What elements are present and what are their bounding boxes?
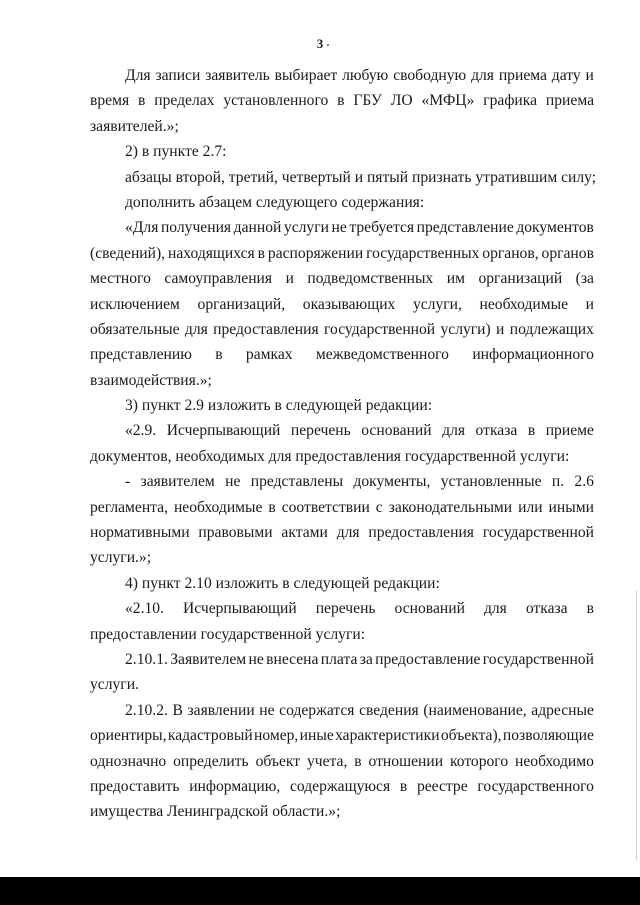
word: ЛО (390, 92, 413, 110)
text-line (90, 418, 594, 443)
word: в (268, 498, 276, 516)
word: информационного (472, 346, 594, 364)
word: номер, (254, 727, 299, 745)
scan-bottom-border (0, 877, 640, 905)
word: однозначно (90, 752, 167, 770)
word: государственной (482, 524, 594, 542)
word: законодательными (388, 498, 513, 516)
word: органов, (482, 244, 539, 262)
word: плата (320, 650, 358, 668)
text-line (90, 647, 594, 672)
text-line: 3) пункт 2.9 изложить в следующей редакции: (125, 397, 433, 415)
word: и (285, 270, 294, 288)
page-number: 3 (316, 36, 324, 51)
word: нормативными (90, 524, 190, 542)
word: приеме (545, 422, 594, 440)
word: заявителем (140, 473, 215, 491)
word: государственной (324, 320, 436, 338)
text-line: 2) в пункте 2.7: (125, 143, 227, 161)
word: соответствии (281, 498, 370, 516)
text-line (90, 723, 594, 748)
word: которого (449, 752, 509, 770)
word: необходимые (173, 498, 263, 516)
text-line (90, 698, 594, 723)
word: ГБУ (353, 92, 382, 110)
word: время (90, 92, 130, 110)
word: оказывающих (302, 295, 396, 313)
word: им (446, 270, 465, 288)
word: объект (255, 752, 301, 770)
word: представление (416, 219, 514, 237)
word: для (442, 422, 466, 440)
word: в (138, 92, 146, 110)
word: получения (160, 219, 232, 237)
text-line (90, 774, 594, 799)
word: данной (233, 219, 282, 237)
word: не (225, 473, 241, 491)
word: подведомственных (307, 270, 434, 288)
word: графика (483, 92, 538, 110)
word: организаций (478, 270, 563, 288)
word: для (336, 524, 360, 542)
word: регламента, (90, 498, 168, 516)
word: предоставления (213, 320, 319, 338)
word: за (359, 650, 373, 668)
word: распоряжении (267, 244, 364, 262)
text-line (90, 495, 594, 520)
word: установленного (223, 92, 329, 110)
word: организаций, (197, 295, 286, 313)
word: не (248, 650, 264, 668)
word: государственной (482, 650, 594, 668)
word: местного (90, 270, 151, 288)
word: обязательные (90, 320, 180, 338)
word: государственных (366, 244, 480, 262)
word: исключением (90, 295, 180, 313)
word: или (518, 498, 543, 516)
word: 2.10.2. (125, 701, 168, 719)
word: отказа (475, 422, 518, 440)
word: информацию, (189, 777, 281, 795)
word: предоставление (375, 650, 481, 668)
text-line (90, 342, 594, 367)
word: «2.9. (125, 422, 157, 440)
word: адресные (531, 701, 594, 719)
word: и (585, 67, 594, 84)
word: Для (125, 67, 151, 84)
word: В (172, 701, 183, 719)
word: установленные (440, 473, 542, 491)
word: для (471, 67, 494, 84)
word: не (331, 219, 347, 237)
word: документы, (353, 473, 431, 491)
text-line (90, 596, 594, 621)
word: п. (551, 473, 565, 491)
word: позволяющие (502, 727, 594, 745)
word: 2.6 (574, 473, 594, 491)
word: определить (173, 752, 249, 770)
word: в (215, 346, 223, 364)
word: выбирает (274, 67, 338, 84)
text-line (90, 317, 594, 342)
word: межведомственного (315, 346, 449, 364)
word: в (399, 777, 408, 795)
word: услуги) (440, 320, 491, 338)
text-line: предоставлении государственной услуги: (90, 625, 366, 643)
word: Заявителем (170, 650, 247, 668)
word: отказа (525, 600, 568, 618)
text-line: заявителей.»; (90, 117, 179, 135)
word: (сведений), (90, 244, 166, 262)
word: рамках (245, 346, 293, 364)
text-line (90, 520, 594, 545)
word: и (496, 320, 505, 338)
word: «МФЦ» (421, 92, 475, 110)
text-line: дополнить абзацем следующего содержания: (125, 193, 425, 211)
word: (за (575, 270, 594, 288)
word: подлежащих (509, 320, 594, 338)
text-line: 4) пункт 2.10 изложить в следующей редакции: (125, 574, 440, 592)
word: в (586, 600, 594, 618)
word: находящихся (168, 244, 255, 262)
word: правовыми (198, 524, 273, 542)
text-line: абзацы второй, третий, четвертый и пятый признать утратившим силу; (125, 168, 597, 186)
text-line (90, 749, 594, 774)
word: перечень (290, 422, 351, 440)
word: с (375, 498, 383, 516)
word: записи (155, 67, 201, 84)
word: кадастровый (167, 727, 253, 745)
word: отношении (368, 752, 444, 770)
word: иные (299, 727, 334, 745)
word: ориентиры, (90, 727, 167, 745)
text-line (90, 63, 594, 88)
word: любую (342, 67, 389, 84)
word: представлены (250, 473, 344, 491)
word: не (259, 701, 275, 719)
text-line (90, 241, 594, 266)
word: необходимо (515, 752, 594, 770)
word: в (257, 244, 265, 262)
word: сведения (359, 701, 419, 719)
text-line: документов, необходимых для предоставления государственной услуги: (90, 447, 570, 465)
word: дату (551, 67, 581, 84)
word: в (354, 752, 362, 770)
text-line: услуги.»; (90, 549, 152, 567)
word: документов (516, 219, 594, 237)
word: в (337, 92, 345, 110)
document-body (90, 63, 597, 825)
text-line: взаимодействия.»; (90, 371, 212, 389)
word: услуги (283, 219, 329, 237)
scan-edge-line (636, 590, 637, 860)
word: 2.10.1. (125, 650, 168, 668)
word: требуется (349, 219, 415, 237)
word: свободную (393, 67, 467, 84)
word: характеристики (335, 727, 440, 745)
word: заявитель (205, 67, 270, 84)
word: учета, (306, 752, 348, 770)
text-line: имущества Ленинградской области.»; (90, 803, 341, 821)
word: - (125, 473, 131, 491)
word: приема (545, 92, 594, 110)
word: и (585, 295, 594, 313)
text-line (90, 215, 594, 240)
word: содержатся (279, 701, 355, 719)
word: услуги, (412, 295, 462, 313)
word: содержащуюся (289, 777, 391, 795)
word: государственного (477, 777, 594, 795)
word: заявлении (187, 701, 255, 719)
text-line (90, 469, 594, 494)
word: приема (498, 67, 547, 84)
word: Исчерпывающий (183, 600, 297, 618)
word: (наименование, (423, 701, 527, 719)
word: самоуправления (164, 270, 273, 288)
text-line: услуги. (90, 676, 139, 694)
word: актами (281, 524, 328, 542)
word: необходимые (479, 295, 569, 313)
word: предоставить (90, 777, 180, 795)
word: реестре (416, 777, 468, 795)
word: оснований (361, 422, 432, 440)
word: для (483, 600, 507, 618)
word: иными (548, 498, 594, 516)
word: предоставления (368, 524, 474, 542)
word: пределах (154, 92, 215, 110)
word: «Для (125, 219, 159, 237)
text-line (90, 88, 594, 113)
word: в (527, 422, 536, 440)
word: представлению (90, 346, 192, 364)
word: для (184, 320, 208, 338)
word: объекта), (440, 727, 502, 745)
word: «2.10. (125, 600, 164, 618)
word: перечень (315, 600, 376, 618)
text-line (90, 292, 594, 317)
word: Исчерпывающий (166, 422, 281, 440)
word: органов (541, 244, 594, 262)
scan-mark (327, 44, 329, 46)
word: оснований (394, 600, 465, 618)
word: внесена (266, 650, 319, 668)
text-line (90, 266, 594, 291)
